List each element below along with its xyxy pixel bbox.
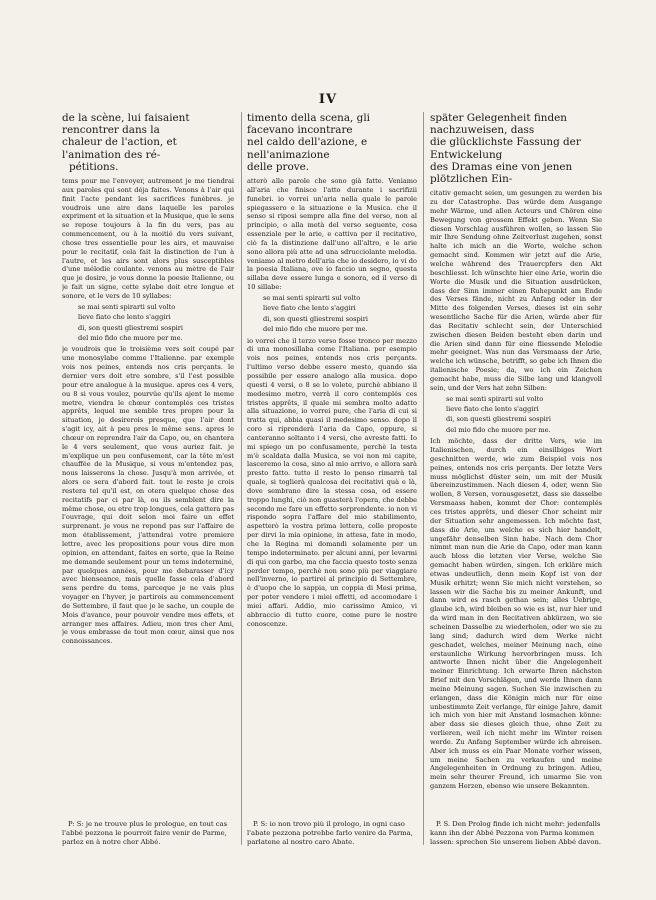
italian-body: atterò alle parole che sono già fatte. Veniamo all'aria che finisce l'atto durante i sacrifizii funebri. io vorrei un'aria nella quale le parole spiegassero e la situazione e la Musica. che il senso si riposi sempre alla fine del verso, non al principio, o alla metà del verso seguente, cosa essenziale per le arie, e cattiva per il recitativo, ciò fa la distinzione dall'uno all'altro, e le arie sono allora più atte ad una sdrucciolante melodia. veniamo al metro dell'aria che io desidero, io vi do la poesia Italiana, ove io faccio un segno, questa sillaba deve essere lunga e sonora, ed il verso di 10 sillabe: bbox=[247, 177, 417, 292]
column-divider bbox=[423, 112, 424, 845]
page-number: IV bbox=[318, 92, 338, 107]
intro-line: nel caldo dell'azione, e nell'animazione bbox=[247, 136, 368, 161]
verse-line: se mai senti spirarti sul volto bbox=[78, 302, 176, 311]
french-verse bbox=[78, 302, 234, 344]
german-postscript bbox=[430, 820, 602, 847]
ps-line: parlez en à notre cher Abbé. bbox=[62, 838, 161, 847]
ps-line: P: S: je ne trouve plus le prologue, en tout cas bbox=[68, 820, 228, 829]
verse-line: del mio fido che muore per me. bbox=[78, 334, 183, 343]
intro-line: delle prove. bbox=[247, 160, 310, 173]
italian-body-continued: io vorrei che il terzo verso fosse tronco per mezzo di una monosillaba come l'Italiana. per esempio vois nos peines, entends nos cris perçants. l'ultimo verso debbe essere mesto, quando sia possibile per essere analogo alla musica. dopo questi 4 versi, o 8 se lo volete, purchè abbiano il medesimo metro, verrà il coro contemplés ces tristes apprêts, il quale mi sembra molto adatto alla situazione, io vorrei pure, che l'aria di cui si tratta qui, abbia quasi il medesimo senso. dopo il coro si riprenderà l'aria da Capo, oppure, si canteranno soltanto i 4 versi, che avreste fatti. Io mi spiego un po confusamente, perchè la testa m'è scaldata dalla Musica, se voi non mi capite, lasceremo la cosa, sino al mio arrivo, e allora sarà presto fatto. tutto il resto lo penso rimarrà tal quale, si toglierà qualcosa dei recitativi quà e là, dove sembrano dire la stessa cosa, od essere troppo lunghi, ciò non guasterà l'opera, che debbe secondo me fare un effetto sorprendente. io non vi rispondo sopra l'affare del mio stabilimento, aspetterò la vostra prima lettera, colle proposte per dirvi la mia opinione, in attesa, fate in modo, che la Regina mi domandi solamente per un tempo indeterminato. per alcuni anni, per levarmi di qui con garbo, ma che faccia questo tosto senza perder tempo, perchè non sono più per viaggiare nell'inverno, io partirei al principio di Settembre, è d'uopo che lo sappia, un coppia di Mesi prima, per poter vendere i miei effetti, ed accomodare i miei affari. Addio, mio carissimo Amico, vi abbraccio di tutto cuore, come pure le nostre conoscenze. bbox=[247, 336, 417, 628]
italian-column bbox=[247, 112, 417, 847]
intro-line: pétitions. bbox=[69, 160, 119, 173]
verse-line: lieve fiato che lento s'aggiri bbox=[78, 313, 171, 322]
intro-line: de la scène, lui faisaient rencontrer dans la bbox=[62, 112, 190, 137]
verse-line: se mai senti spirarti sul volto bbox=[446, 394, 544, 403]
french-intro bbox=[62, 112, 234, 173]
german-column bbox=[430, 112, 602, 847]
intro-line: des Dramas eine von jenen plötzlichen Ein- bbox=[430, 160, 573, 186]
french-body: tems pour me l'envoyer, autrement je me tiendrai aux paroles qui sont déja faites. Venons à l'air qui finit l'acte pendant les sacrifices funèbres. je voudrois une aire dans laquelle les paroles expriment et la situation et la Musique, que le sens se repose toujours à la fin du vers, pas au commencement, ou à la moitié du vers suivant, chose tres essentielle pour les airs, et mauvaise pour le recitatif, cela fait la distinction de l'un à l'autre, et les airs sont alors plus susceptibles d'une mélodie coulante. venons au mètre de l'air que je desire, je vous donne la poesie Italienne, ou je fait un signe, cette sylabe doit etre longue et sonore, et le vers de 10 syllabes: bbox=[62, 177, 234, 300]
verse-line: di, son questi gliestremi sospiri bbox=[78, 323, 184, 332]
verse-line: del mio fido che muore per me. bbox=[263, 325, 368, 334]
intro-line: die glücklichste Fassung der Entwickelung bbox=[430, 136, 581, 161]
ps-line: parlatene al nostro caro Abate. bbox=[247, 838, 355, 847]
french-body-continued: je voudrois que le troisième vers soit coupé par une monosylabe comme l'Italienne. par exemple vois nos peines, entends nos cris perçants. le dernier vers doit etre sombre, s'il l'est possible pour etre analogue à la musique. apres ces 4 vers, ou 8 si vous voulez, pourvûe qu'ils ajent le meme metre, viendra le chœur contemplés ces tristes apprêts, lequel me semble tres propre pour la situation, je desirerois presque, que l'air dont s'agit icy, ait à peu pres le même sens. apres le chœur on reprendra l'air da Capo, ou, en chantera le 4 vers seulement, que vous auriez fait. je m'explique un peu confusement, car la tête m'est chauffée de la Musique, si vous m'entendez pas, nous laisserons la chose. Jusqu'à mon arrivée, et alors ce sera d'abord fait. tout le reste je crois restera tel qu'il est, on otera quelque chose des recitatifs par ci par là, ou ils semblent dire la même chose, ou etre trop longues, cela gattera pas l'ouvrage, qui doit selon moi faire un effet surprenant. je vous ne repond pas sur l'affaire de mon établissement, j'attendrai votre premiere lettre, avec les propositions pour vous dire mon opinion, en attendant, faites en sorte, que la Reine me demande seulement pour un tems indeterminé, par quelques années, pour me debarasser d'icy avec bienseance, mais quelle fasse cela d'abord sens perdre du tems, parceque je ne vais plus voyager en l'hyver, je partirois au commencement de Settembre, il faut que je le sache, un couple de Mois d'avance, pour pouvoir vendre mes effets, et arranger mes affaires. Adieu, mon tres cher Ami, je vous embrasse de tout mon cœur, ainsi que nos connoissances. bbox=[62, 345, 234, 646]
intro-line: chaleur de l'action, et l'animation des ré- bbox=[62, 136, 177, 161]
ps-line: P. S: io non trovo più il prologo, in ogni caso bbox=[253, 820, 405, 829]
intro-line: timento della scena, gli facevano incontrare bbox=[247, 112, 370, 137]
verse-line: se mai senti spirarti sul volto bbox=[263, 293, 361, 302]
ps-line: l'abbé pezzona le pourroit faire venir de Parme, bbox=[62, 829, 227, 838]
verse-line: di, son questi gliestremi sospiri bbox=[263, 314, 369, 323]
italian-verse bbox=[263, 293, 417, 335]
ps-line: l'abate pezzona potrebbe farlo venire da Parma, bbox=[247, 829, 413, 838]
italian-postscript bbox=[247, 820, 417, 847]
verse-line: lieve fiato che lento s'aggiri bbox=[446, 405, 539, 414]
verse-line: del mio fido che muore per me. bbox=[446, 425, 551, 434]
ps-line: P. S. Den Prolog finde ich nicht mehr: jedenfalls bbox=[436, 820, 601, 829]
german-verse bbox=[446, 394, 602, 436]
verse-line: lieve fiato che lento s'aggiri bbox=[263, 304, 356, 313]
french-column bbox=[62, 112, 234, 847]
verse-line: di, son questi gliestremi sospiri bbox=[446, 415, 552, 424]
ps-line: kann ihn der Abbé Pezzona von Parma kommen bbox=[430, 829, 595, 838]
italian-intro bbox=[247, 112, 417, 173]
german-body-continued: Ich möchte, dass der dritte Vers, wie im Italienischen, durch ein einsilbiges Wort geschnitten werde, wie zum Beispiel vois nos peines, entends nos cris perçants. Der letzte Vers muss möglichst düster sein, um mit der Musik übereinzustimmen. Nach diesen 4, oder, wenn Sie wollen, 8 Versen, vorausgesetzt, dass sie dasselbe Versmaass haben, kommt der Chor: contemplés ces tristes apprêts, und dieser Chor scheint mir der Situation sehr angemessen. Ich möchte fast, dass die Arie, um welche es sich hier handelt, ungefähr denselben Sinn habe. Nach dem Chor nimmt man nun die Arie da Capo, oder man kann auch bloss die letzten vier Verse, welche Sie gemacht haben würden, singen. Ich erkläre mich etwas undeutlich, denn mein Kopf ist von der Musik erhitzt; wenn Sie mich nicht verstehen, so lassen wir die Sache bis zu meiner Ankunft, und dann wird es rasch gethan sein; alles Uebrige, glaube ich, wird bleiben so wie es ist, nur hier und da wird man in den Recitativen abkürzen, wo sie scheinen Dasselbe zu wiederholen, oder wo sie zu lang sind; dadurch wird dem Werke nicht geschadet, welches, meiner Meinung nach, eine erstaunliche Wirkung hervorbringen muss. Ich antworte Ihnen nicht über die Angelegenheit meiner Einrichtung. Ich erwarte Ihren nächsten Brief mit den Vorschlägen, und werde Ihnen dann meine Meinung sagen. Suchen Sie inzwischen zu erlangen, dass die Königin mich nur für eine unbestimmte Zeit verlange, für einige Jahre, damit ich mich von hier mit Anstand losmachen könne: aber dass sie dieses gleich thue, ohne Zeit zu verlieren, weil ich nicht mehr im Winter reisen werde. Zu Anfang September würde ich abreisen. Aber ich muss es ein Paar Monate vorher wissen, um meine Sachen zu verkaufen und meine Angelegenheiten in Ordnung zu bringen. Adieu, mein sehr theurer Freund, ich umarme Sie von ganzem Herzen, ebenso wie unsere Bekannten. bbox=[430, 437, 602, 791]
intro-line: später Gelegenheit finden nachzuweisen, dass bbox=[430, 112, 567, 137]
german-intro bbox=[430, 112, 602, 185]
french-postscript bbox=[62, 820, 234, 847]
ps-line: lassen: sprechen Sie unserem lieben Abbé davon. bbox=[430, 838, 602, 847]
column-divider bbox=[241, 112, 242, 845]
german-body: citativ gemacht seien, um gesungen zu werden bis zu der Catastrophe. Das würde dem Ausgange mehr Wärme, und allen Acteurs und Chören eine Bewegung von grossem Effekt geben. Wenn Sie diesen Vorschlag ausführen wollen, so lassen Sie mir Ihre Sendung ohne Zeitverlust zugehen, sonst halte ich mich an die Worte, welche schon gemacht sind. Kommen wir jetzt auf die Arie, welche während des Trauercpfers den Akt beschliesst. Ich wünschte hier eine Arie, worin die Worte die Musik und die Situation ausdrücken, dass der Sinn immer einen Ruhepunkt am Ende des Verses fände, nicht zu Anfang oder in der Mitte des folgenden Verses, dieses ist ein sehr wesentliche Sache für die Arien, würde aber für das Recitativ schlecht sein, der Unterschied zwischen diesen Beiden besteht eben darin und die Arien sind dann für eine fliessende Melodie mehr geeignet. Was nun das Versmaass der Arie, welche ich wünsche, betrifft, so gebe ich Ihnen die italienische Poesie; da, wo ich ein Zeichen gemacht habe, muss die Silbe lang und klangvoll sein, und der Vers hat zehn Silben: bbox=[430, 189, 602, 392]
